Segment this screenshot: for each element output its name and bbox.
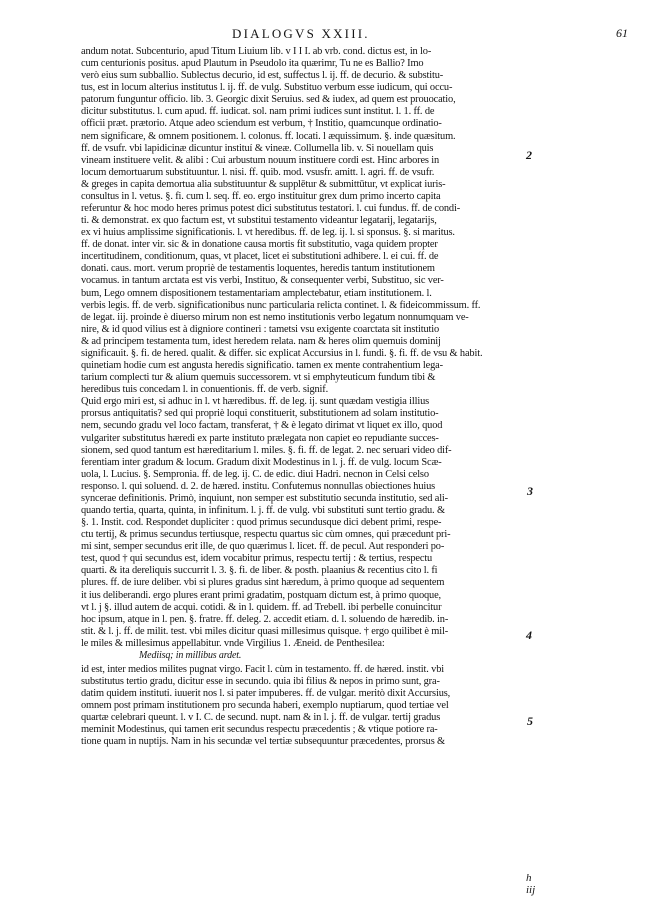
text-line: vulgariter substitutus hæredi ex parte instituto prælegata non capiet eo repudiante succes- (81, 432, 439, 444)
text-line: test, quod † qui secundus est, idem vocabitur primus, respectu tertij : & tertius, respectu (81, 553, 433, 565)
text-line: syncerae definitionis. Primò, inquiunt, non semper est substitutio secunda institutio, sed ali- (81, 492, 448, 504)
margin-number: 2 (526, 148, 532, 162)
text-line: officii præt. prætorio. Atque adeo sciendum est verbum, † Institio, quamcunque ordinatio- (81, 118, 442, 130)
margin-number: 4 (526, 628, 532, 642)
text-line: locum demortuarum substituuntur. l. nisi. ff. quib. mod. vsusfr. amitt. l. agri. ff. de vsufr. (81, 166, 435, 178)
page-header (0, 26, 659, 42)
text-line: hoc ipsum, atque in l. pen. §. fratre. ff. deleg. 2. accedit etiam. d. l. soluendo de hæredib. in- (81, 613, 449, 625)
text-line: ctu tertij, & primus secundus tertiusque, respectu quartus sic cùm omnes, qui præcedunt pri- (81, 529, 451, 541)
text-line: quando tertia, quarta, quinta, in infinitum. l. j. ff. de vulg. vbi substituti sunt tertio gradu. & (81, 504, 445, 516)
text-line: nem, secundo gradu vel loco factam, transferat, † & è legato dirimat vt liquet ex illo, quod (81, 420, 443, 432)
text-line: meminit Modestinus, qui tamen erit secundus respectu præcedentis ; & vtique potiore ra- (81, 724, 438, 736)
text-line: de legat. iij. proinde è diuerso mirum non est nemo institutionis verbo legatum nonnumquam ve- (81, 311, 469, 323)
signature-mark: h iij (526, 872, 536, 896)
text-line: plures. ff. de iure deliber. vbi si plures gradus sint hæredum, à primo quoque ad sequentem (81, 577, 445, 589)
text-line: mi sint, semper secundus erit ille, de quo quærimus l. licet. ff. de pecul. Aut responderi po- (81, 541, 445, 553)
text-line: vt l. j §. illud autem de acqui. cotidi. & in l. quidem. ff. ad Trebell. ibi perbelle conuincitur (81, 601, 442, 613)
text-line: & greges in capita demortua alia substituuntur & supplētur & submittūtur, vt explicat iuris- (81, 178, 446, 190)
text-line: cum centurionis positus. apud Plautum in Pseudolo ita quærimr, Tu ne es Ballio? Imo (81, 58, 424, 70)
text-line: §. 1. Instit. cod. Respondet dupliciter : quod primus secundusque dici debent primi, respe- (81, 517, 442, 529)
text-line: substitutus tertio gradu, dicitur esse in secundo. quia ibi filius & nepos in primo sunt, gra- (81, 675, 440, 687)
text-line: datim quidem instituti. iuuerit nos l. si pater impuberes. ff. de vulgar. meritò dixit Accursius, (81, 688, 451, 700)
page-number: 61 (616, 26, 628, 40)
text-line: ff. de donat. inter vir. sic & in donatione causa mortis fit substitutio, vaga quidem propter (81, 239, 438, 251)
text-line: ti. & demonstrat. ex quo factum est, vt substitui testamento videantur legatarij, legatarijs, (81, 215, 437, 227)
text-line: omnem post primam institutionem pro secunda haberi, exemplo nuptiarum, quod tertiae vel (81, 700, 449, 712)
text-line: verò eius sum subballio. Sublectus decurio, id est, suffectus l. ij. ff. de decurio. & substitu- (81, 70, 444, 82)
text-line: & ad principem testamenta tum, idest heredem relata. nam & heres olim quemuis dominij (81, 335, 441, 347)
text-line: nire, & id quod vilius est à digniore contineri : tametsi vsu exigente coarctata sit institutio (81, 323, 440, 335)
text-line: ex vi huius amplissime significationis. l. vt heredibus. ff. de leg. ij. l. si sponsus. §. si maritus. (81, 227, 455, 239)
text-line: consultus in l. vetus. §. fi. cum l. seq. ff. eo. ergo instituitur grex dum primo incerto capita (81, 190, 441, 202)
text-line: responso. l. qui soluend. d. 2. de hæred. institu. Confutemus nonnullas obiectiones huius (81, 480, 436, 492)
running-head: DIALOGVS XXIII. (232, 26, 370, 41)
text-line: quinetiam hodie cum est angusta heredis significatio. tamen ex mente contrahentium lega- (81, 360, 443, 372)
text-line: verbis legis. ff. de verb. significationibus nunc particularia relicta continet. l. & fideicommissum. ff. (81, 299, 481, 311)
text-line: significauit. §. fi. de hered. qualit. & differ. sic explicat Accursius in l. fundi. §. fi. ff. de vsu & habit. (81, 347, 483, 359)
text-line: id est, inter medios milites pugnat virgo. Facit l. cùm in testamento. ff. de hæred. instit. vbi (81, 663, 444, 675)
text-line: vocamus. in tantum arctata est vis verbi, Instituo, & consequenter verbi, Substituo, sic ver- (81, 275, 444, 287)
text-line: referuntur & hoc modo heres primus potest dici substitutus testatori. l. cui fundus. ff. de condi- (81, 203, 461, 215)
text-line: ff. de vsufr. vbi lapidicinæ dicuntur instituí & vineæ. Collumella lib. v. Si nouellam quis (81, 142, 434, 154)
text-line: quarti. & ita dereliquis succurrit l. 3. §. fi. de liber. & posth. plaanius & recentius cito l. fi (81, 565, 438, 577)
text-line: incertitudinem, conditionum, quas, vt placet, licet ei substitutioni adhibere. l. ei cui. ff. de (81, 251, 439, 263)
text-line: dicitur substitutus. l. cum apud. ff. iudicat. sol. nam primi iudices sunt institut. l. 1. ff. de (81, 106, 435, 118)
text-line: ferentiam inter gradum & locum. Gradum dixit Modestinus in l. j. ff. de vulg. locum Scæ- (81, 456, 442, 468)
verse-quotation: Mediisq; in millibus ardet. (139, 649, 242, 661)
text-line: donati. caus. mort. verum propriè de testamentis loquentes, heredis tantum institutionem (81, 263, 435, 275)
margin-number: 5 (527, 714, 533, 728)
text-line: sionem, sed quod tantum est hæreditarium l. miles. §. fi. ff. de legat. 2. nec seruari video dif- (81, 444, 452, 456)
text-line: tus, est in locum alterius institutus l. ij. ff. de vulg. Substituo verbum esse iudicum, qui occu- (81, 82, 453, 94)
text-line: nem significare, & omnem positionem. l. colonus. ff. locati. l æquissimum. §. inde quæsitum. (81, 130, 456, 142)
text-line: andum notat. Subcenturio, apud Titum Liuium lib. v I I I. ab vrb. cond. dictus est, in lo- (81, 46, 432, 57)
text-line: prorsus antiquitatis? sed qui propriè loqui constituerit, substitutionem ad solam institutio- (81, 408, 439, 420)
text-line: patorum funguntur officio. lib. 3. Georgic dixit Seruius. sed & iudex, ad quem est prouocatio, (81, 94, 456, 106)
text-line: quartæ celebrari queunt. l. v I. C. de secund. nupt. nam & in l. j. ff. de vulgar. tertij gradus (81, 712, 441, 724)
text-line: heredibus tuis concedam l. in conuentionis. ff. de verb. signif. (81, 384, 329, 396)
text-line: tarium complecti tur & alium quemuis successorem. vt si emphyteuticum fundum tibi & (81, 372, 436, 384)
margin-number: 3 (527, 484, 533, 498)
body-text (81, 46, 522, 748)
text-line: vineam instituere velit. & alibi : Cui arbustum nouum instituere cordi est. Hinc arbores in (81, 154, 440, 166)
text-line: uola, l. Lucius. §. Sempronia. ff. de leg. ij. C. de edic. diui Hadri. necnon in Celsi celso (81, 468, 429, 480)
text-line: bum, Lego omnem dispositionem testamentariam amplectebatur, etiam institutionem. l. (81, 287, 432, 299)
text-line: stit. & l. j. ff. de milit. test. vbi miles dicitur quasi millesimus quisque. † ergo quilibet è mil- (81, 625, 449, 637)
text-line: it ius deliberandi. ergo plures erant primi gradatim, postquam dictum est, à primo quoque, (81, 589, 441, 601)
text-line: Quid ergo miri est, si adhuc in l. vt hæredibus. ff. de leg. ij. sunt quædam vestigia illius (81, 396, 430, 408)
text-line: le miles & millesimus appellabitur. vnde Virgilius 1. Æneid. de Penthesilea: (81, 637, 385, 649)
text-line: tione quam in nuptijs. Nam in his secundæ vel tertiæ subsequuntur præcedentes, prorsus & (81, 736, 445, 748)
